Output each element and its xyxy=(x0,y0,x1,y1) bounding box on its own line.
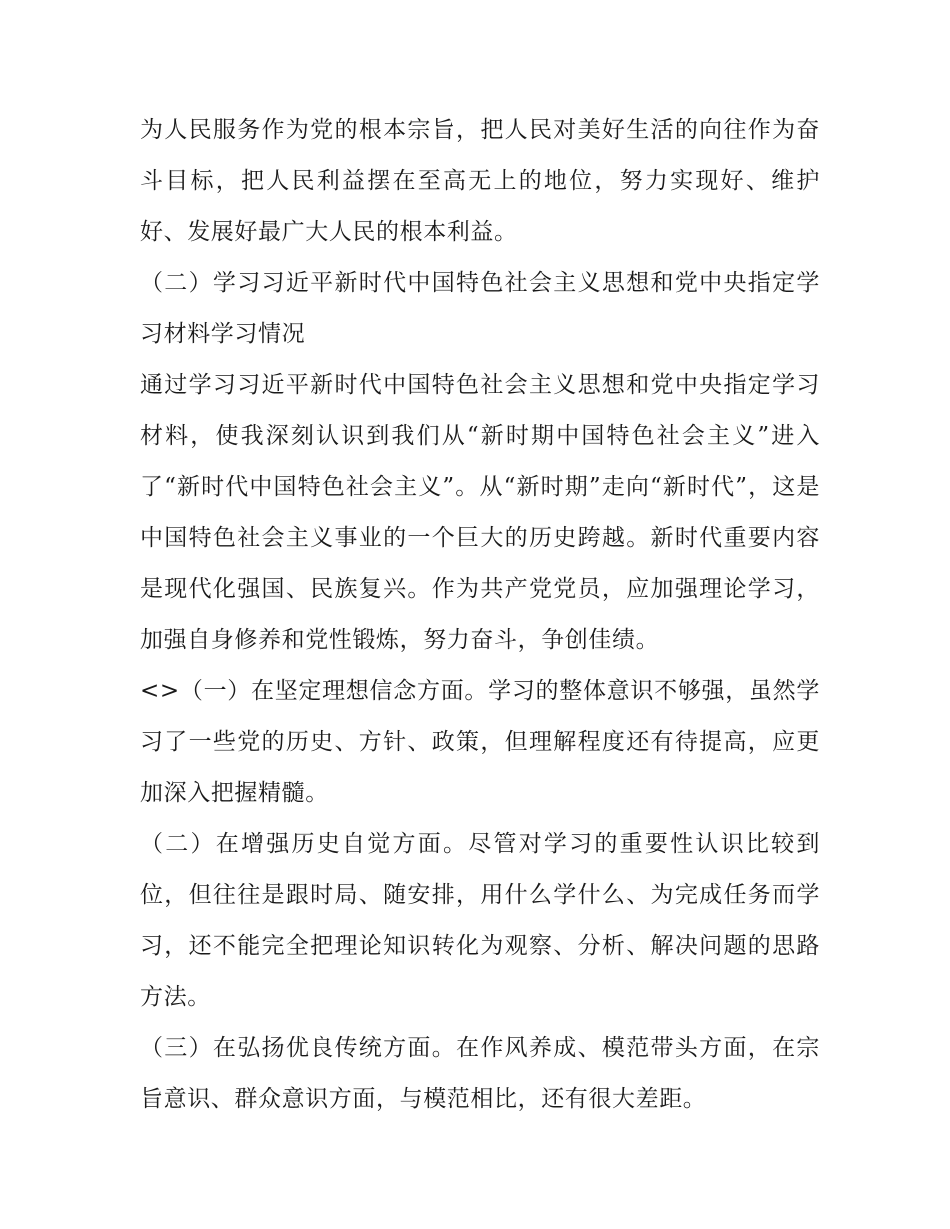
paragraph-historical-awareness: （二）在增强历史自觉方面。尽管对学习的重要性认识比较到位，但往往是跟时局、随安排，用什么学什么、为完成任务而学习，还不能完全把理论知识转化为观察、分析、解决问题的思路方法。 xyxy=(140,831,820,1010)
paragraph-study-summary: 通过学习习近平新时代中国特色社会主义思想和党中央指定学习材料，使我深刻认识到我们从“新时期中国特色社会主义”进入了“新时代中国特色社会主义”。从“新时期”走向“新时代”，这是中国特色社会主义事业的一个巨大的历史跨越。新时代重要内容是现代化强国、民族复兴。作为共产党党员，应加强理论学习，加强自身修养和党性锻炼，努力奋斗，争创佳绩。 xyxy=(140,372,820,653)
paragraph-purpose: 为人民服务作为党的根本宗旨，把人民对美好生活的向往作为奋斗目标，把人民利益摆在至高无上的地位，努力实现好、维护好、发展好最广大人民的根本利益。 xyxy=(140,117,820,245)
section-heading-study: （二）学习习近平新时代中国特色社会主义思想和党中央指定学习材料学习情况 xyxy=(140,270,820,347)
paragraph-fine-traditions: （三）在弘扬优良传统方面。在作风养成、模范带头方面，在宗旨意识、群众意识方面，与模范相比，还有很大差距。 xyxy=(140,1035,820,1112)
paragraph-ideals-beliefs: <>（一）在坚定理想信念方面。学习的整体意识不够强，虽然学习了一些党的历史、方针、政策，但理解程度还有待提高，应更加深入把握精髓。 xyxy=(140,678,820,806)
document-body xyxy=(140,105,820,1125)
